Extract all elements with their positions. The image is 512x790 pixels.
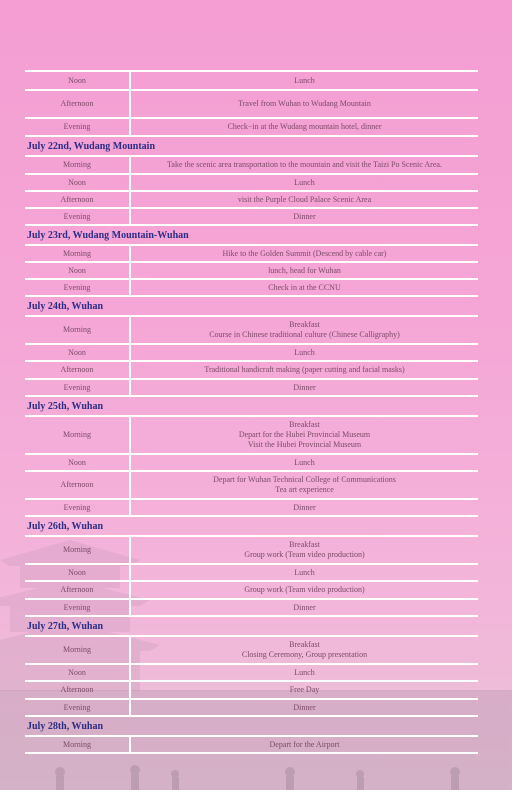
activity-line: Tea art experience [275, 485, 334, 494]
activity-line: Lunch [294, 347, 315, 357]
day-heading: July 23rd, Wudang Mountain-Wuhan [25, 226, 478, 246]
time-of-day: Noon [25, 175, 131, 190]
activity [131, 175, 478, 190]
schedule-row [25, 362, 478, 380]
schedule-row [25, 345, 478, 362]
time-of-day: Afternoon [25, 192, 131, 207]
time-of-day: Noon [25, 565, 131, 580]
activity [131, 280, 478, 295]
schedule-row [25, 70, 478, 91]
time-of-day: Evening [25, 380, 131, 395]
activity [131, 582, 478, 598]
time-of-day: Morning [25, 317, 131, 343]
day-heading: July 22nd, Wudang Mountain [25, 137, 478, 157]
time-of-day: Noon [25, 72, 131, 89]
schedule-row [25, 263, 478, 280]
activity-line: Course in Chinese traditional culture (Chinese Calligraphy) [209, 330, 400, 339]
day-heading: July 27th, Wuhan [25, 617, 478, 637]
day-heading: July 26th, Wuhan [25, 517, 478, 537]
activity-line: Lunch [294, 177, 315, 187]
schedule-row [25, 637, 478, 665]
schedule-row [25, 417, 478, 455]
schedule-row [25, 582, 478, 600]
time-of-day: Morning [25, 157, 131, 173]
time-of-day: Morning [25, 537, 131, 563]
activity [131, 417, 478, 453]
activity [131, 246, 478, 261]
schedule-row [25, 175, 478, 192]
time-of-day: Afternoon [25, 91, 131, 117]
activity [131, 380, 478, 395]
activity-line: Free Day [289, 685, 320, 694]
activity [131, 91, 478, 117]
time-of-day: Evening [25, 280, 131, 295]
activity-line: Visit the Hubei Provincial Museum [247, 440, 362, 449]
activity [131, 665, 478, 680]
activity-line: Hike to the Golden Summit (Descend by cable car) [222, 248, 387, 258]
activity-line: Breakfast [289, 640, 320, 649]
schedule-row [25, 209, 478, 226]
day-heading: July 25th, Wuhan [25, 397, 478, 417]
schedule-row [25, 600, 478, 617]
activity-line: Check−in at the Wudang mountain hotel, dinner [227, 122, 382, 131]
activity [131, 345, 478, 360]
activity [131, 119, 478, 135]
activity-line: Dinner [293, 602, 316, 612]
activity-line: Check in at the CCNU [268, 282, 341, 292]
time-of-day: Noon [25, 345, 131, 360]
time-of-day: Evening [25, 700, 131, 715]
activity [131, 472, 478, 498]
activity [131, 72, 478, 89]
day-heading: July 24th, Wuhan [25, 297, 478, 317]
activity-line: Depart for the Airport [269, 739, 340, 749]
schedule-row [25, 500, 478, 517]
activity-line: Breakfast [289, 320, 320, 329]
activity [131, 362, 478, 378]
schedule-row [25, 119, 478, 137]
activity-line: Depart for Wuhan Technical College of Communications [213, 475, 396, 484]
activity-line: Breakfast [289, 420, 320, 429]
time-of-day: Afternoon [25, 682, 131, 698]
activity-line: Lunch [294, 457, 315, 467]
activity [131, 455, 478, 470]
activity-line: Breakfast [289, 540, 320, 549]
time-of-day: Noon [25, 455, 131, 470]
time-of-day: Evening [25, 119, 131, 135]
schedule-row [25, 91, 478, 119]
activity [131, 209, 478, 224]
time-of-day: Morning [25, 246, 131, 261]
time-of-day: Noon [25, 263, 131, 278]
activity-line: Dinner [293, 502, 316, 512]
activity [131, 737, 478, 752]
schedule-row [25, 192, 478, 209]
activity-line: Lunch [294, 567, 315, 577]
schedule-row [25, 700, 478, 717]
schedule-row [25, 682, 478, 700]
activity-line: Lunch [294, 75, 315, 85]
schedule-row [25, 246, 478, 263]
activity [131, 500, 478, 515]
schedule-row [25, 737, 478, 754]
activity [131, 682, 478, 698]
time-of-day: Evening [25, 500, 131, 515]
day-heading: July 28th, Wuhan [25, 717, 478, 737]
activity-line: Depart for the Hubei Provincial Museum [238, 430, 371, 439]
schedule-row [25, 455, 478, 472]
activity-line: Group work (Team video production) [244, 550, 365, 559]
schedule-row [25, 537, 478, 565]
activity-line: Group work (Team video production) [244, 585, 365, 594]
schedule-row [25, 472, 478, 500]
time-of-day: Morning [25, 637, 131, 663]
schedule-row [25, 280, 478, 297]
activity [131, 600, 478, 615]
activity [131, 317, 478, 343]
activity-line: Traditional handicraft making (paper cutting and facial masks) [204, 365, 405, 374]
time-of-day: Morning [25, 417, 131, 453]
time-of-day: Afternoon [25, 582, 131, 598]
activity-line: Lunch [294, 667, 315, 677]
activity-line: visit the Purple Cloud Palace Scenic Area [237, 194, 372, 204]
time-of-day: Noon [25, 665, 131, 680]
activity [131, 192, 478, 207]
activity-line: Dinner [293, 211, 316, 221]
schedule-row [25, 157, 478, 175]
activity-line: Closing Ceremony, Group presentation [241, 650, 368, 659]
activity [131, 537, 478, 563]
schedule-row [25, 665, 478, 682]
activity [131, 263, 478, 278]
time-of-day: Evening [25, 209, 131, 224]
intro-rows [25, 70, 478, 137]
schedule-row [25, 380, 478, 397]
itinerary-schedule [25, 70, 478, 754]
activity [131, 565, 478, 580]
activity-line: lunch, head for Wuhan [268, 265, 341, 275]
schedule-row [25, 317, 478, 345]
activity-line: Travel from Wuhan to Wudang Mountain [238, 99, 371, 108]
time-of-day: Afternoon [25, 472, 131, 498]
schedule-row [25, 565, 478, 582]
activity [131, 637, 478, 663]
activity-line: Dinner [293, 382, 316, 392]
activity [131, 157, 478, 173]
time-of-day: Afternoon [25, 362, 131, 378]
time-of-day: Evening [25, 600, 131, 615]
activity-line: Dinner [293, 702, 316, 712]
activity-line: Take the scenic area transportation to the mountain and visit the Taizi Po Scenic Area. [167, 160, 442, 169]
activity [131, 700, 478, 715]
time-of-day: Morning [25, 737, 131, 752]
